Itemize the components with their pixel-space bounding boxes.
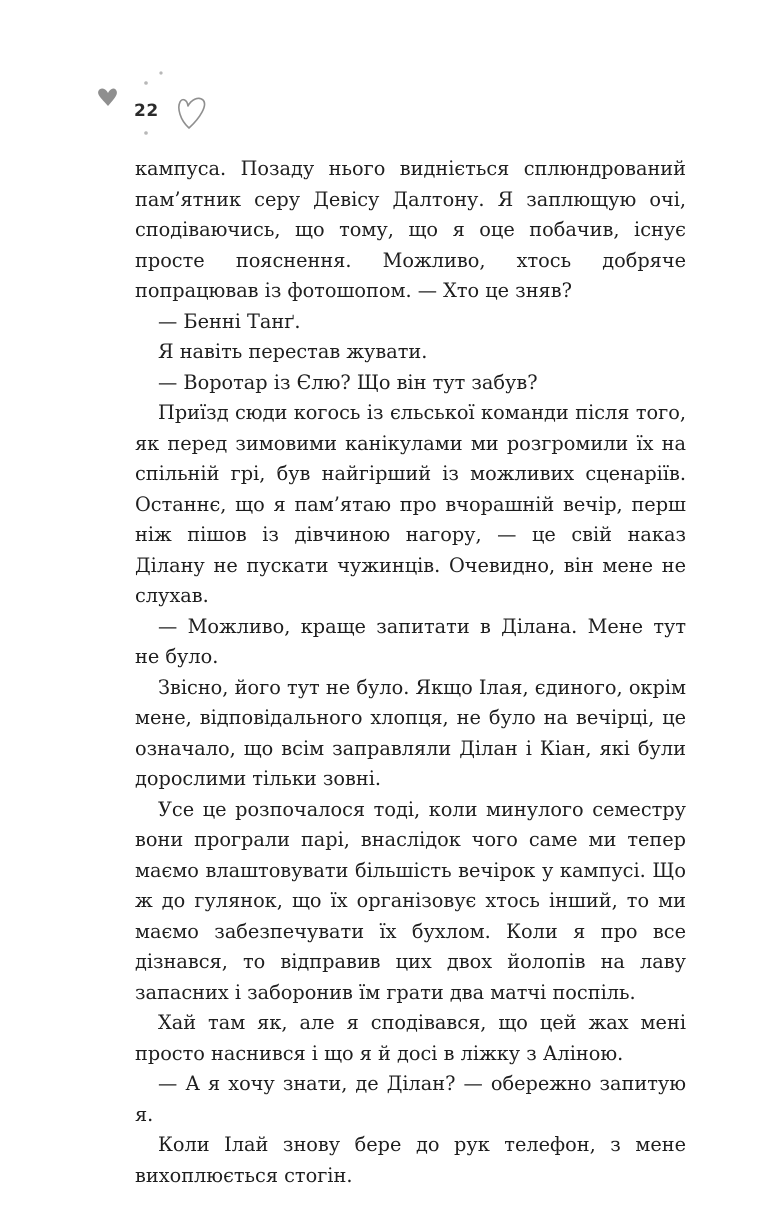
filled-heart-icon: [98, 89, 117, 106]
paragraph: — Бенні Танґ.: [158, 309, 301, 333]
dot-icon: [159, 71, 162, 74]
paragraph: Звісно, його тут не було. Якщо Ілая, єдиного, окрім мене, відповідального хлопця, не було на вечірці, це означало, що всім заправляли Ділан і Кіан, які були дорослими тільки зовні.: [135, 675, 686, 790]
paragraph: — Можливо, краще запитати в Ділана. Мене тут не було.: [135, 614, 686, 668]
paragraph: кампуса. Позаду нього видніється сплюндрований пам’ятник серу Девісу Далтону. Я заплющую очі, сподіваючись, що тому, що я оце побачив, існує просте пояснення. Можливо, хтось добряче попрацював із фотошопом. — Хто це зняв?: [135, 157, 686, 302]
paragraph: — А я хочу знати, де Ділан? — обережно запитую я.: [135, 1072, 686, 1126]
outline-heart-icon: [179, 98, 205, 128]
paragraph: Хай там як, але я сподівався, що цей жах мені просто наснився і що я й досі в ліжку з Аліною.: [135, 1011, 686, 1065]
paragraph: Коли Ілай знову бере до рук телефон, з мене вихоплюється стогін.: [135, 1133, 686, 1187]
paragraph: Усе це розпочалося тоді, коли минулого семестру вони програли парі, внаслідок чого саме ми тепер маємо влаштовувати більшість вечірок у кампусі. Що ж до гулянок, що їх організовує хтось інший, то ми маємо забезпечувати їх бухлом. Коли я про все дізнався, то відправив цих двох йолопів на лаву запасних і заборонив їм грати два матчі поспіль.: [135, 797, 686, 1004]
paragraph: Я навіть перестав жувати.: [158, 340, 428, 363]
dot-icon: [144, 81, 148, 85]
dot-icon: [144, 131, 148, 135]
page-number: 22: [134, 101, 159, 121]
paragraph: Приїзд сюди когось із єльської команди після того, як перед зимовими канікулами ми розгромили їх на спільній грі, був найгірший із можливих сценаріїв. Останнє, що я пам’ятаю про вчорашній вечір, перш ніж пішов із дівчиною нагору, — це свій наказ Ділану не пускати чужинців. Очевидно, він мене не слухав.: [135, 401, 686, 607]
paragraph: — Воротар із Єлю? Що він тут забув?: [158, 370, 538, 394]
body-text: [135, 154, 686, 1191]
